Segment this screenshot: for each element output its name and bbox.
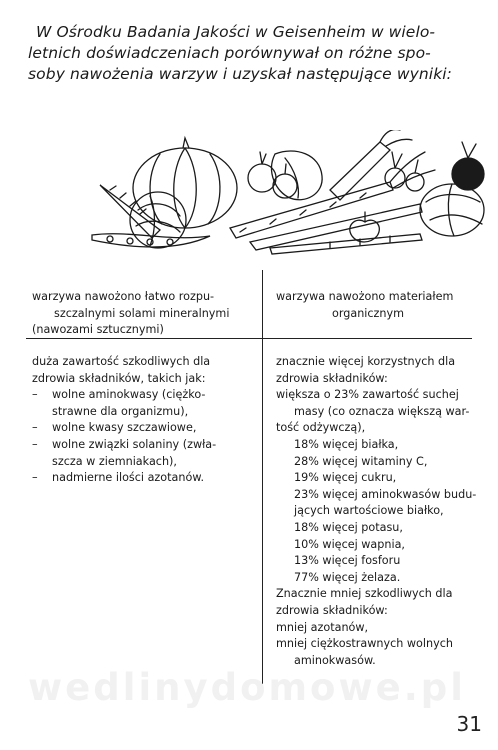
text-line: Znacznie mniej szkodliwych dla	[276, 587, 453, 601]
text-line: aminokwasów.	[294, 653, 376, 667]
text-line: masy (co oznacza większą war-	[294, 404, 470, 418]
list-text: wolne kwasy szczawiowe,	[52, 421, 197, 435]
text-line: mniej azotanów,	[276, 620, 369, 634]
intro-line: soby nawożenia warzyw i uzyskał następujące wyniki:	[28, 65, 453, 83]
text-line: mniej ciężkostrawnych wolnych	[276, 637, 453, 651]
header-line: (nawozami sztucznymi)	[32, 323, 164, 337]
cabbage-right-drawing	[420, 184, 484, 236]
text-line: tość odżywczą),	[276, 421, 366, 435]
list-marker: –	[32, 388, 38, 402]
text-line: zdrowia składników:	[276, 371, 388, 385]
text-line: 23% więcej aminokwasów budu-	[294, 487, 477, 501]
text-line: 77% więcej żelaza.	[294, 570, 401, 584]
organic-results	[276, 354, 477, 669]
list-text: strawne dla organizmu),	[52, 404, 189, 418]
list-item	[32, 470, 254, 487]
text-line: 18% więcej potasu,	[294, 520, 403, 534]
text-line: 18% więcej białka,	[294, 437, 399, 451]
mineral-results	[32, 354, 254, 487]
text-line: duża zawartość szkodliwych dla	[32, 355, 211, 368]
list-item	[32, 420, 254, 437]
header-line: szczalnymi solami mineralnymi	[54, 306, 230, 320]
list-text: szcza w ziemniakach),	[52, 454, 177, 468]
comparison-table	[26, 270, 477, 684]
watermark: wedlinydomowe.pl	[28, 666, 466, 709]
list-item	[32, 437, 254, 454]
list-item	[32, 387, 254, 404]
header-mineral-fertilizer	[32, 289, 252, 339]
beet-drawing	[452, 142, 484, 190]
column-divider	[262, 270, 263, 684]
page-number: 31	[456, 712, 482, 736]
carrot-right-drawing	[330, 130, 412, 200]
list-marker: –	[32, 471, 38, 485]
header-organic-fertilizer	[276, 289, 466, 322]
header-line: warzywa nawożono łatwo rozpu-	[32, 290, 215, 303]
list-marker: –	[32, 421, 38, 435]
header-line: warzywa nawożono materiałem	[276, 290, 454, 303]
text-line: zdrowia składników, takich jak:	[32, 371, 206, 385]
header-line: organicznym	[332, 306, 405, 320]
text-line: 19% więcej cukru,	[294, 471, 397, 485]
list-marker: –	[32, 437, 38, 451]
text-line: 28% więcej witaminy C,	[294, 454, 428, 468]
list-text: wolne aminokwasy (ciężko-	[52, 388, 206, 402]
vegetables-illustration	[90, 130, 490, 262]
intro-line: letnich doświadczeniach porównywał on różne spo-	[28, 44, 431, 62]
text-line: większa o 23% zawartość suchej	[276, 388, 459, 402]
text-line: zdrowia składników:	[276, 603, 388, 617]
text-line: 13% więcej fosforu	[294, 554, 401, 568]
list-text: nadmierne ilości azotanów.	[52, 471, 205, 485]
intro-paragraph	[28, 22, 480, 85]
leek-drawing	[270, 234, 422, 254]
list-text: wolne związki solaniny (zwła-	[52, 437, 217, 451]
intro-line: W Ośrodku Badania Jakości w Geisenheim w wielo-	[36, 23, 436, 41]
text-line: jących wartościowe białko,	[294, 504, 444, 518]
bean-pods-drawing	[92, 234, 210, 247]
text-line: znacznie więcej korzystnych dla	[276, 355, 456, 368]
text-line: 10% więcej wapnia,	[294, 537, 405, 551]
